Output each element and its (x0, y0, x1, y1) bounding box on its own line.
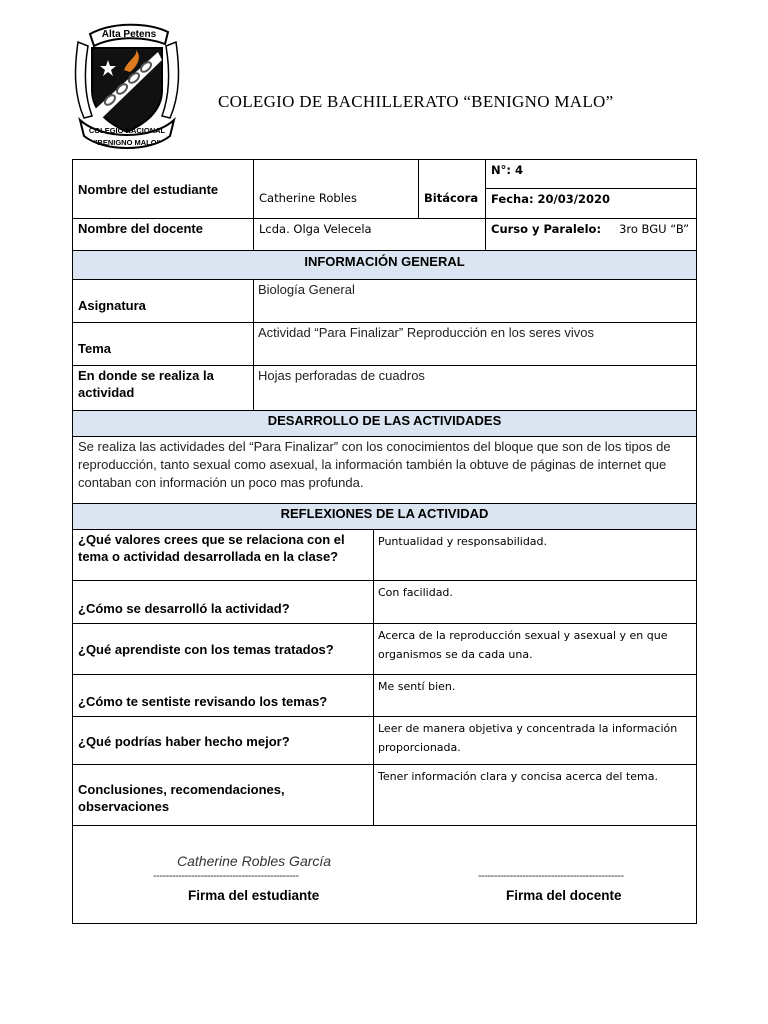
reflection-question-values: ¿Qué valores crees que se relaciona con el tema o actividad desarrollada en la clase? (72, 529, 374, 581)
reflection-question-improve: ¿Qué podrías haber hecho mejor? (72, 716, 374, 765)
student-signature-line: ---------------------------------------------- (153, 870, 299, 882)
reflection-question-conclusions: Conclusiones, recomendaciones, observaciones (72, 764, 374, 826)
reflection-answer-conclusions: Tener información clara y concisa acerca del tema. (373, 764, 697, 826)
entry-date: Fecha: 20/03/2020 (485, 188, 697, 219)
student-signature-name: Catherine Robles García (177, 853, 332, 869)
teacher-name-value: Lcda. Olga Velecela (253, 218, 486, 251)
school-crest-logo (72, 20, 182, 154)
teacher-name-label: Nombre del docente (72, 218, 254, 251)
student-name-label: Nombre del estudiante (72, 159, 254, 219)
entry-number: N°: 4 (485, 159, 697, 189)
development-text: Se realiza las actividades del “Para Finalizar” con los conocimientos del bloque que son de los tipos de reproducción, tanto sexual como asexual, la información también la obtuve de páginas de internet que contaban con información un poco mas profunda. (72, 436, 697, 504)
reflection-answer-improve: Leer de manera objetiva y concentrada la información proporcionada. (373, 716, 697, 765)
school-title: COLEGIO DE BACHILLERATO “BENIGNO MALO” (218, 92, 614, 111)
course-cell (485, 218, 697, 251)
student-signature-label: Firma del estudiante (188, 888, 320, 903)
activity-place-value: Hojas perforadas de cuadros (253, 365, 697, 411)
subject-label: Asignatura (72, 279, 254, 323)
bitacora-label: Bitácora (418, 159, 486, 219)
teacher-signature-label: Firma del docente (506, 888, 622, 903)
signature-section (72, 825, 697, 924)
logo-bottom-text: "BENIGNO MALO" (93, 138, 161, 147)
topic-value: Actividad “Para Finalizar” Reproducción en los seres vivos (253, 322, 697, 366)
teacher-signature-line: ---------------------------------------------- (478, 870, 624, 882)
topic-label: Tema (72, 322, 254, 366)
course-label: Curso y Paralelo: (491, 222, 602, 236)
logo-ribbon-text: COLEGIO NACIONAL (88, 126, 166, 135)
reflection-answer-feelings: Me sentí bien. (373, 674, 697, 717)
student-name-value: Catherine Robles (253, 159, 419, 219)
subject-value: Biología General (253, 279, 697, 323)
reflection-question-process: ¿Cómo se desarrolló la actividad? (72, 580, 374, 624)
course-value: 3ro BGU “B” (619, 222, 690, 236)
logo-top-text: Alta Petens (101, 29, 157, 40)
general-info-heading: INFORMACIÓN GENERAL (72, 250, 697, 280)
reflection-question-learned: ¿Qué aprendiste con los temas tratados? (72, 623, 374, 675)
activity-place-label: En donde se realiza la actividad (72, 365, 254, 411)
development-heading: DESARROLLO DE LAS ACTIVIDADES (72, 410, 697, 437)
reflection-answer-values: Puntualidad y responsabilidad. (373, 529, 697, 581)
reflection-answer-process: Con facilidad. (373, 580, 697, 624)
reflections-heading: REFLEXIONES DE LA ACTIVIDAD (72, 503, 697, 530)
reflection-answer-learned: Acerca de la reproducción sexual y asexual y en que organismos se da cada una. (373, 623, 697, 675)
reflection-question-feelings: ¿Cómo te sentiste revisando los temas? (72, 674, 374, 717)
